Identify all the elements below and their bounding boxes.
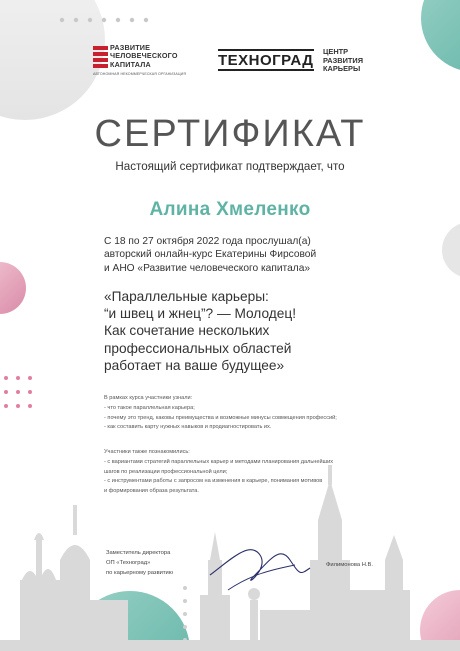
rhc-logo-title <box>110 44 178 69</box>
intro-line: и АНО «Развитие человеческого капитала» <box>104 262 311 274</box>
signer-line: по карьерному развитию <box>106 570 174 576</box>
familiar-line: - с вариантами стратегий параллельных карьер и методами планирования дальнейших <box>104 458 333 465</box>
dots-left-pink <box>4 376 32 408</box>
signer-name: Филимонова Н.В. <box>326 562 374 568</box>
course-title-line: «Параллельные карьеры: <box>104 289 269 304</box>
pink-circle-left <box>0 262 26 314</box>
familiar-list <box>104 448 333 497</box>
gray-circle-right <box>442 222 460 278</box>
intro-line: С 18 по 27 октября 2022 года прослушал(а) <box>104 236 311 247</box>
course-title <box>104 288 296 374</box>
learned-line: - как составить карту нужных навыков и продиагностировать их. <box>104 424 272 431</box>
certificate-title: СЕРТИФИКАТ <box>94 113 366 155</box>
technograd-logo-name: ТЕХНОГРАД <box>218 52 314 69</box>
certificate-subtitle: Настоящий сертификат подтверждает, что <box>115 160 345 173</box>
course-intro <box>104 235 316 275</box>
technograd-subtitle-line: КАРЬЕРЫ <box>323 64 361 74</box>
technograd-logo-subtitle <box>323 48 363 74</box>
rhc-logo-line: РАЗВИТИЕ <box>110 43 151 52</box>
familiar-line: шагов по реализации профессиональной цели; <box>104 468 228 475</box>
learned-list <box>104 394 337 433</box>
learned-line: В рамках курса участники узнали: <box>104 395 193 401</box>
familiar-line: - с инструментами работы с запросом на изменения в карьере, понимания мотивов <box>104 478 323 485</box>
rhc-logo-line: ЧЕЛОВЕЧЕСКОГО <box>110 51 178 61</box>
course-title-line: профессиональных областей <box>104 340 292 356</box>
learned-line: - что такое параллельная карьера; <box>104 404 195 411</box>
recipient-name: Алина Хмеленко <box>149 199 311 220</box>
familiar-line: Участники также познакомились: <box>104 449 190 455</box>
signer-line: ОП «Техноград» <box>106 560 151 566</box>
rhc-logo-line: КАПИТАЛА <box>110 59 151 69</box>
course-title-line: работает на ваше будущее» <box>104 357 285 373</box>
technograd-subtitle-line: РАЗВИТИЯ <box>323 55 364 65</box>
technograd-subtitle-line: ЦЕНТР <box>323 47 349 56</box>
course-title-line: “и швец и жнец”? — Молодец! <box>104 306 296 322</box>
rhc-logo-subtitle: АВТОНОМНАЯ НЕКОММЕРЧЕСКАЯ ОРГАНИЗАЦИЯ <box>93 72 187 76</box>
signer-title <box>106 548 173 578</box>
learned-line: - почему это тренд, каковы преимущества и возможные минусы совмещения профессий; <box>104 414 337 421</box>
signer-line: Заместитель директора <box>106 550 171 556</box>
familiar-line: и формирования образа результата. <box>104 488 199 495</box>
course-title-line: Как сочетание нескольких <box>104 323 270 339</box>
intro-line: авторский онлайн-курс Екатерины Фирсовой <box>104 249 317 261</box>
